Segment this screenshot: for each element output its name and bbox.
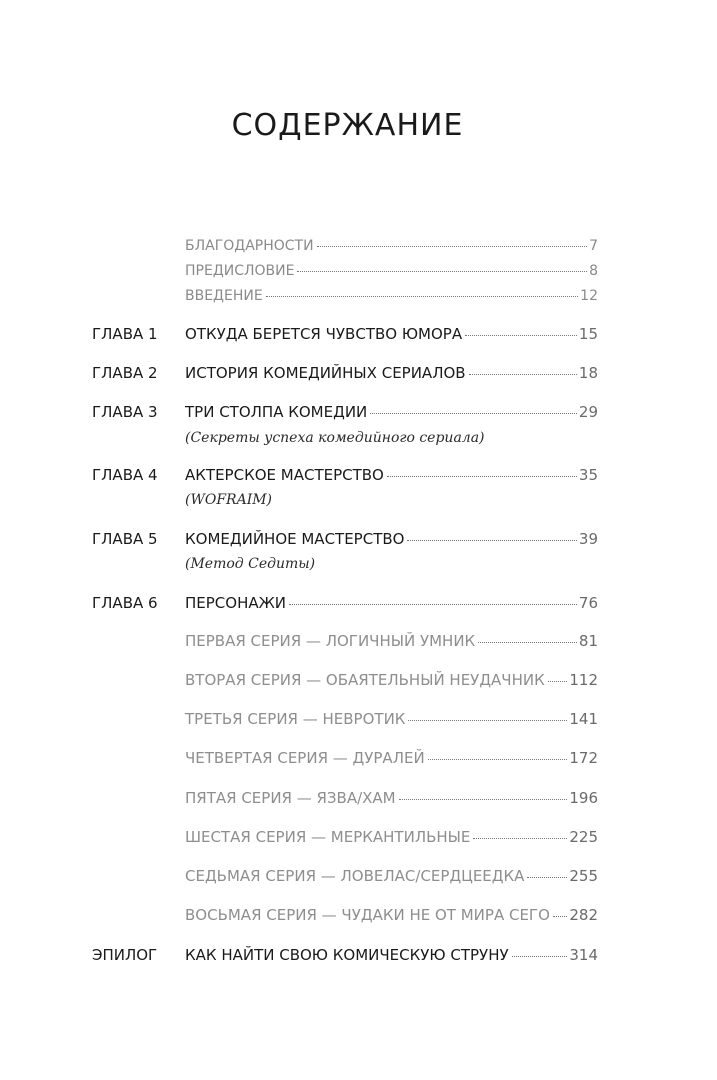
page-number: 39	[578, 530, 598, 548]
page-number: 7	[589, 238, 598, 254]
page-number: 76	[578, 594, 598, 612]
leader-dots	[512, 942, 568, 957]
page-number: 172	[569, 749, 598, 767]
toc-entry-series-3[interactable]	[0, 708, 717, 730]
leader-dots	[399, 785, 568, 800]
toc-entry-title: ЧЕТВЕРТАЯ СЕРИЯ — ДУРАЛЕЙ	[185, 749, 425, 767]
toc-entry-title: ТРИ СТОЛПА КОМЕДИИ	[185, 403, 368, 421]
toc-entry-title: КОМЕДИЙНОЕ МАСТЕРСТВО	[185, 530, 405, 548]
toc-entry-title: СЕДЬМАЯ СЕРИЯ — ЛОВЕЛАС/СЕРДЦЕЕДКА	[185, 867, 525, 885]
page-number: 15	[578, 325, 598, 343]
toc-entry-epilogue[interactable]	[0, 944, 717, 966]
toc-entry-title: ПЕРСОНАЖИ	[185, 594, 287, 612]
leader-dots	[289, 590, 577, 605]
toc-entry-title: ПЕРВАЯ СЕРИЯ — ЛОГИЧНЫЙ УМНИК	[185, 632, 476, 650]
toc-entry-chapter-2[interactable]	[0, 362, 717, 384]
leader-dots	[465, 321, 577, 336]
leader-dots	[297, 257, 587, 272]
toc-entry-chapter-3[interactable]	[0, 401, 717, 423]
toc-entry-title: ПРЕДИСЛОВИЕ	[185, 263, 295, 279]
page-number: 255	[569, 867, 598, 885]
toc-entry-preface[interactable]	[0, 260, 717, 282]
chapter-subtitle: (Метод Седиты)	[185, 556, 316, 572]
toc-entry-title: ПЯТАЯ СЕРИЯ — ЯЗВА/ХАМ	[185, 789, 396, 807]
toc-entry-title: ВТОРАЯ СЕРИЯ — ОБАЯТЕЛЬНЫЙ НЕУДАЧНИК	[185, 671, 545, 689]
leader-dots	[408, 706, 567, 721]
page-number: 12	[580, 288, 598, 304]
leader-dots	[527, 863, 567, 878]
leader-dots	[478, 628, 577, 643]
page-number: 8	[589, 263, 598, 279]
toc-entry-introduction[interactable]	[0, 285, 717, 307]
toc-entry-acknowledgements[interactable]	[0, 235, 717, 257]
toc-entry-chapter-6[interactable]	[0, 592, 717, 614]
toc-entry-title: ОТКУДА БЕРЕТСЯ ЧУВСТВО ЮМОРА	[185, 325, 463, 343]
chapter-subtitle: (WOFRAIM)	[185, 492, 273, 508]
page-number: 282	[569, 906, 598, 924]
toc-entry-title: ИСТОРИЯ КОМЕДИЙНЫХ СЕРИАЛОВ	[185, 364, 466, 382]
page-number: 35	[578, 466, 598, 484]
toc-entry-series-8[interactable]	[0, 904, 717, 926]
chapter-label: ГЛАВА 3	[92, 403, 158, 421]
page-number: 112	[569, 671, 598, 689]
toc-entry-title: ШЕСТАЯ СЕРИЯ — МЕРКАНТИЛЬНЫЕ	[185, 828, 471, 846]
chapter-label: ГЛАВА 4	[92, 466, 158, 484]
toc-entry-chapter-4[interactable]	[0, 464, 717, 486]
toc-entry-series-6[interactable]	[0, 826, 717, 848]
chapter-label: ЭПИЛОГ	[92, 946, 158, 964]
page-number: 314	[569, 946, 598, 964]
leader-dots	[548, 667, 568, 682]
toc-entry-title: ВОСЬМАЯ СЕРИЯ — ЧУДАКИ НЕ ОТ МИРА СЕГО	[185, 906, 550, 924]
toc-entry-title: БЛАГОДАРНОСТИ	[185, 238, 314, 254]
page-number: 225	[569, 828, 598, 846]
toc-entry-title: КАК НАЙТИ СВОЮ КОМИЧЕСКУЮ СТРУНУ	[185, 946, 509, 964]
leader-dots	[370, 399, 577, 414]
leader-dots	[428, 745, 568, 760]
toc-entry-series-1[interactable]	[0, 630, 717, 652]
toc-entry-title: АКТЕРСКОЕ МАСТЕРСТВО	[185, 466, 384, 484]
leader-dots	[473, 824, 567, 839]
chapter-label: ГЛАВА 5	[92, 530, 158, 548]
leader-dots	[317, 232, 588, 247]
toc-entry-series-5[interactable]	[0, 787, 717, 809]
page-number: 141	[569, 710, 598, 728]
toc-entry-series-7[interactable]	[0, 865, 717, 887]
leader-dots	[407, 526, 576, 541]
toc-entry-series-2[interactable]	[0, 669, 717, 691]
chapter-label: ГЛАВА 1	[92, 325, 158, 343]
toc-entry-series-4[interactable]	[0, 747, 717, 769]
page-number: 196	[569, 789, 598, 807]
leader-dots	[266, 282, 578, 297]
page-title: СОДЕРЖАНИЕ	[231, 108, 464, 143]
toc-entry-chapter-1[interactable]	[0, 323, 717, 345]
chapter-subtitle: (Секреты успеха комедийного сериала)	[185, 430, 485, 446]
leader-dots	[387, 462, 577, 477]
chapter-label: ГЛАВА 2	[92, 364, 158, 382]
page-number: 29	[578, 403, 598, 421]
toc-entry-title: ВВЕДЕНИЕ	[185, 288, 263, 304]
toc-entry-title: ТРЕТЬЯ СЕРИЯ — НЕВРОТИК	[185, 710, 406, 728]
toc-entry-chapter-5[interactable]	[0, 528, 717, 550]
page-number: 81	[578, 632, 598, 650]
page-number: 18	[578, 364, 598, 382]
leader-dots	[469, 360, 577, 375]
leader-dots	[553, 902, 567, 917]
chapter-label: ГЛАВА 6	[92, 594, 158, 612]
